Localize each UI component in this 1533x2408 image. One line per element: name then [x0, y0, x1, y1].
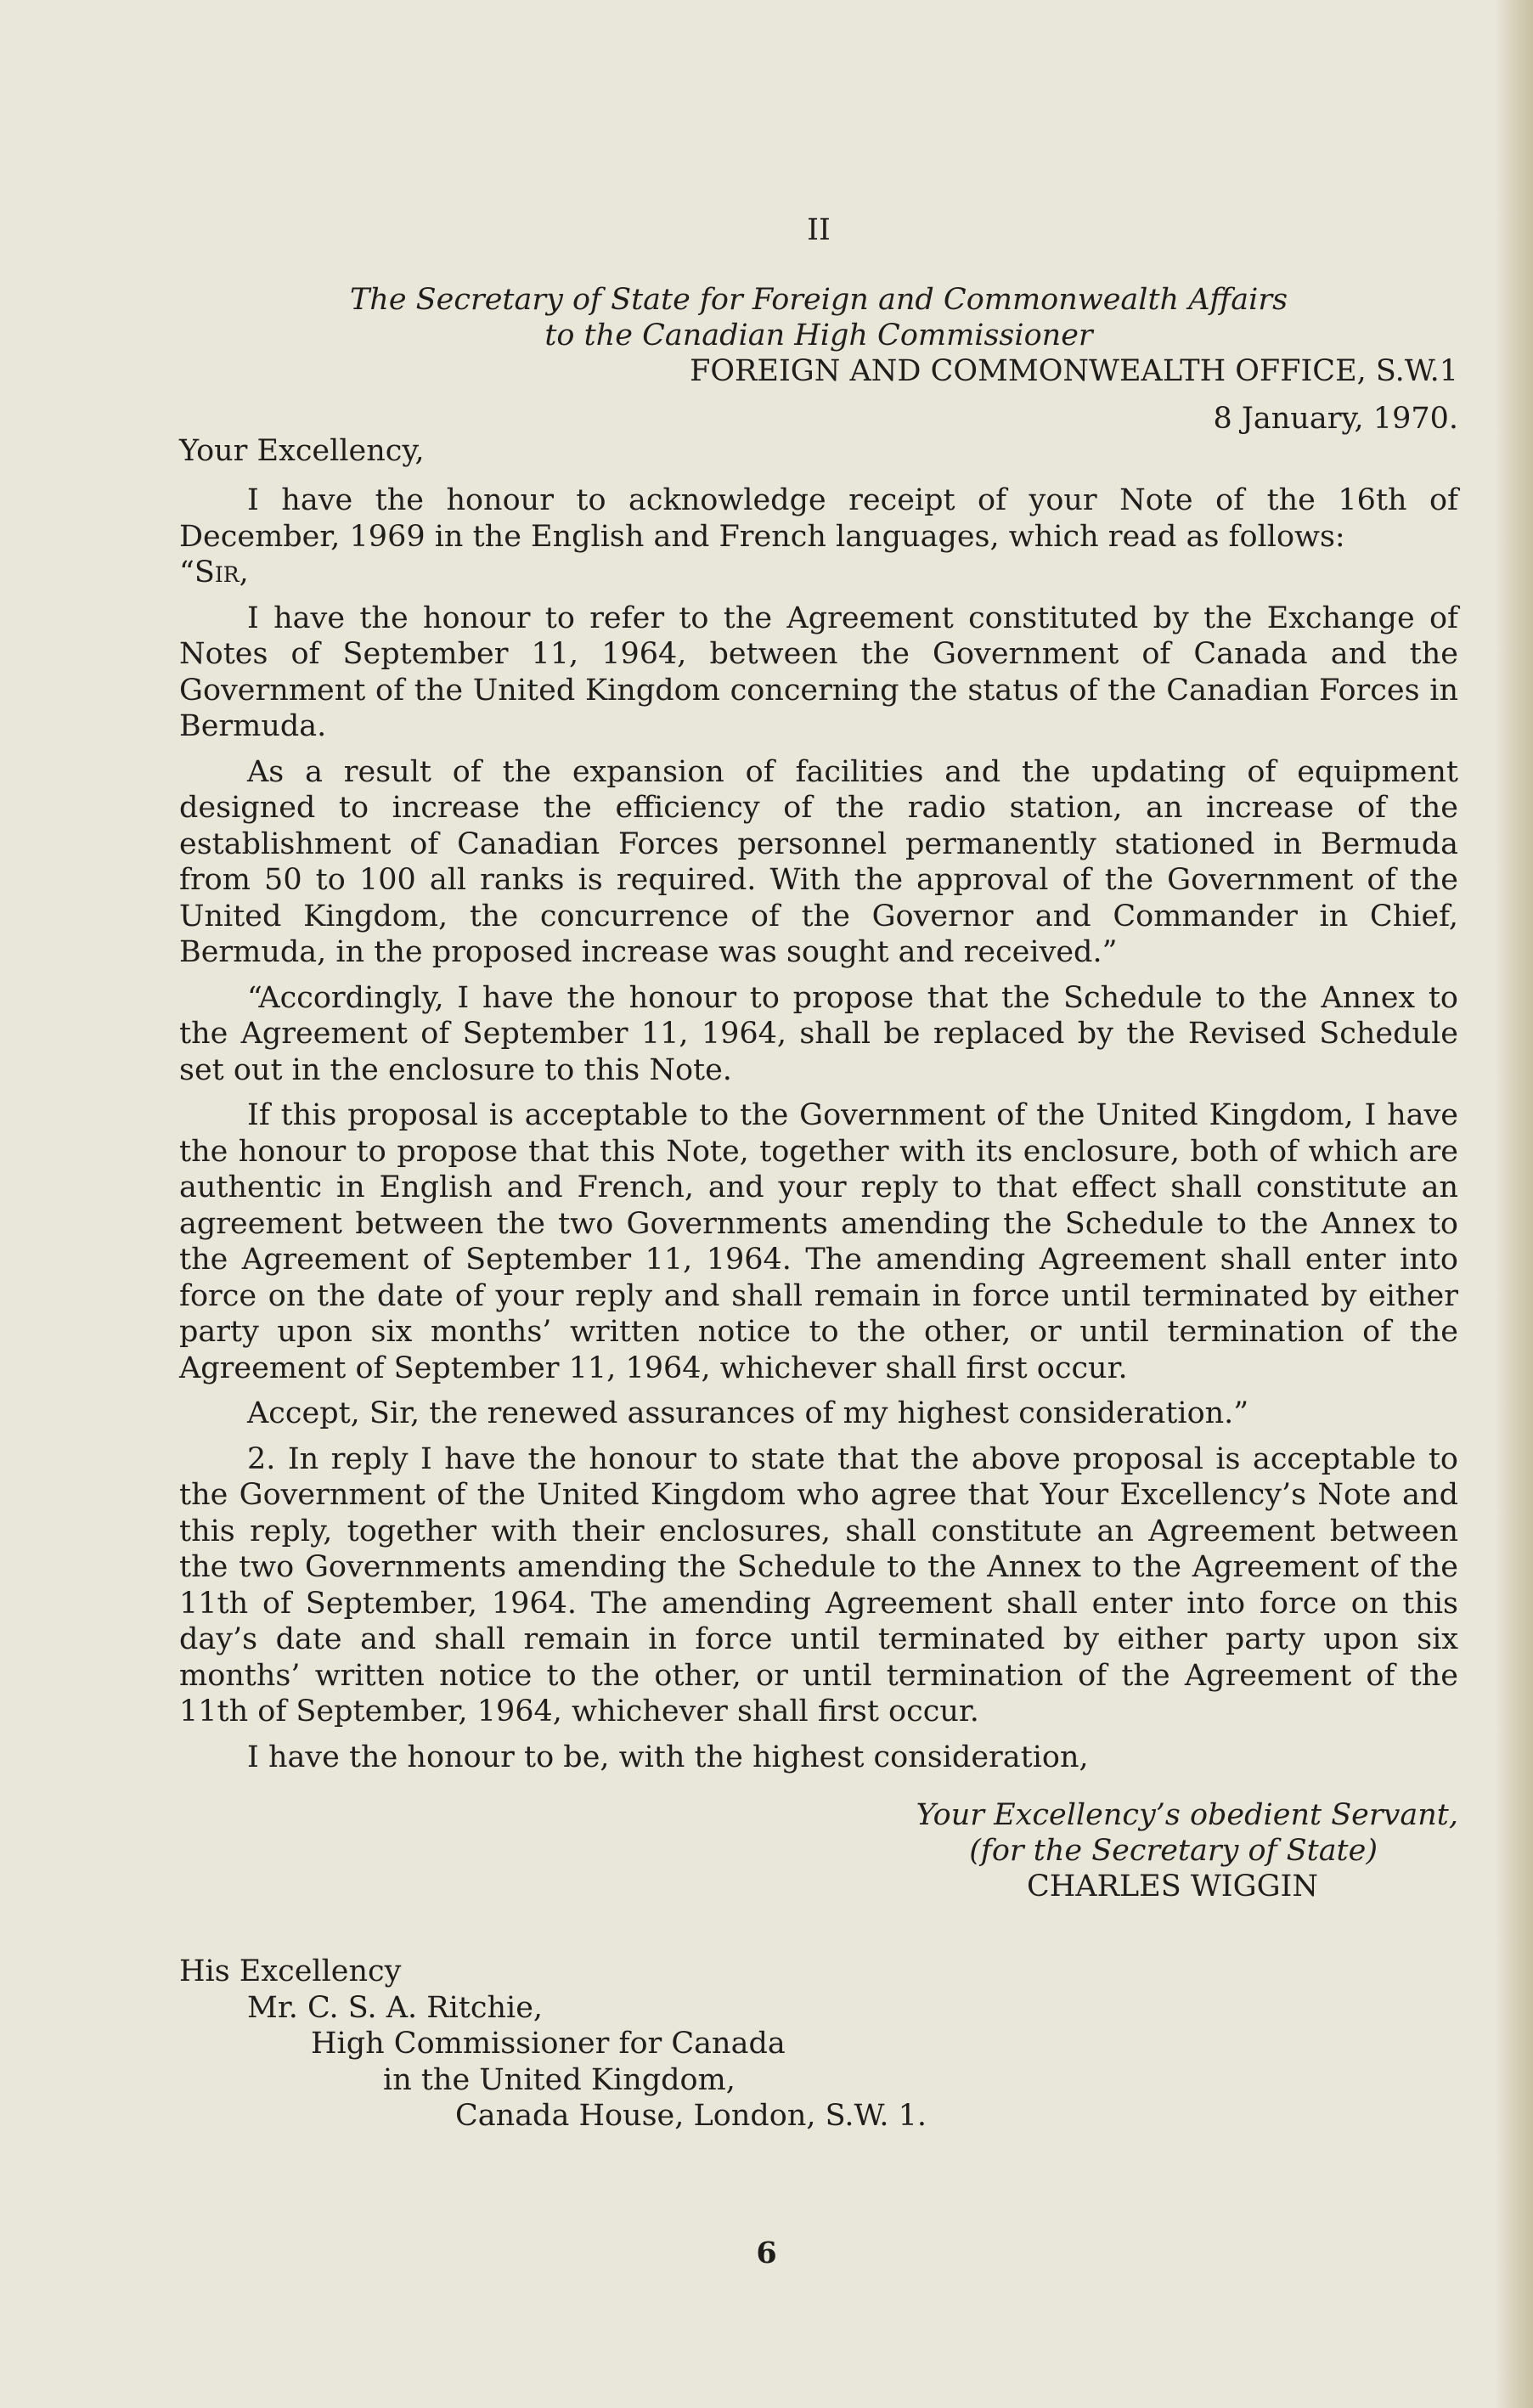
addressee-location: in the United Kingdom, [383, 2062, 736, 2097]
office-address: FOREIGN AND COMMONWEALTH OFFICE, S.W.1 [690, 354, 1458, 388]
quoted-sir: Sir, [194, 555, 249, 589]
closing-line: I have the honour to be, with the highest consideration, [247, 1740, 1089, 1774]
signatory-name: CHARLES WIGGIN [1027, 1869, 1318, 1903]
addressee-position: High Commissioner for Canada [311, 2027, 786, 2061]
signature-capacity: (for the Secretary of State) [969, 1834, 1378, 1868]
page-edge-shadow [1496, 0, 1533, 2408]
section-number: II [807, 213, 831, 247]
paragraph-proposal: “Accordingly, I have the honour to propose that the Schedule to the Annex to the Agreement of September 11, 1964, shall be replaced by the Revised Schedule set out in the enclosure to this Note. [179, 980, 1458, 1087]
paragraph-expansion: As a result of the expansion of facilities and the updating of equipment designed to increase the efficiency of the radio station, an increase of the establishment of Canadian Forces personnel permanently stationed in Bermuda from 50 to 100 all ranks is required. With the approval of the Government of the United Kingdom, the concurrence of the Governor and Commander in Chief, Bermuda, in the proposed increase was sought and received.” [179, 754, 1458, 969]
paragraph-assurances: Accept, Sir, the renewed assurances of my highest consideration.” [247, 1396, 1249, 1430]
paragraph-acknowledgement: I have the honour to acknowledge receipt of your Note of the 16th of December, 1969 in the English and French languages, which read as follows: [179, 483, 1458, 554]
paragraph-reference: I have the honour to refer to the Agreement constituted by the Exchange of Notes of September 11, 1964, between the Government of Canada and the Government of the United Kingdom concerning the status of the Canadian Forces in Bermuda. [179, 601, 1458, 743]
signature-block [179, 1797, 1458, 1904]
page-number: 6 [756, 2236, 777, 2270]
signature-valediction: Your Excellency’s obedient Servant, [916, 1798, 1458, 1832]
addressee-address: Canada House, London, S.W. 1. [455, 2099, 927, 2133]
addressee-title: His Excellency [179, 1954, 402, 1988]
addressee-name: Mr. C. S. A. Ritchie, [247, 1990, 544, 2025]
paragraph-agreement-terms: If this proposal is acceptable to the Government of the United Kingdom, I have the honour to propose that this Note, together with its enclosure, both of which are authentic in English and French, and your reply to that effect shall constitute an agreement between the two Governments amending the Schedule to the Annex to the Agreement of September 11, 1964. The amending Agreement shall enter into force on the date of your reply and shall remain in force until terminated by either party upon six months’ written notice to the other, or until termination of the Agreement of September 11, 1964, whichever shall first occur. [179, 1098, 1458, 1385]
letter-body [179, 212, 1458, 2134]
quote-mark: “ [179, 555, 194, 589]
paragraph-reply: 2. In reply I have the honour to state that the above proposal is acceptable to the Government of the United Kingdom who agree that Your Excellency’s Note and this reply, together with their enclosures, shall constitute an Agreement between the two Governments amending the Schedule to the Annex to the Agreement of the 11th of September, 1964. The amending Agreement shall enter into force on this day’s date and shall remain in force until terminated by either party upon six months’ written notice to the other, or until termination of the Agreement of the 11th of September, 1964, whichever shall first occur. [179, 1441, 1458, 1728]
quoted-salutation [179, 555, 1458, 591]
addressee-block [179, 1954, 1458, 2134]
sender-line: The Secretary of State for Foreign and Commonwealth Affairs [349, 283, 1288, 317]
recipient-line: to the Canadian High Commissioner [544, 319, 1093, 352]
letter-date: 8 January, 1970. [1213, 402, 1458, 436]
salutation: Your Excellency, [179, 434, 425, 468]
